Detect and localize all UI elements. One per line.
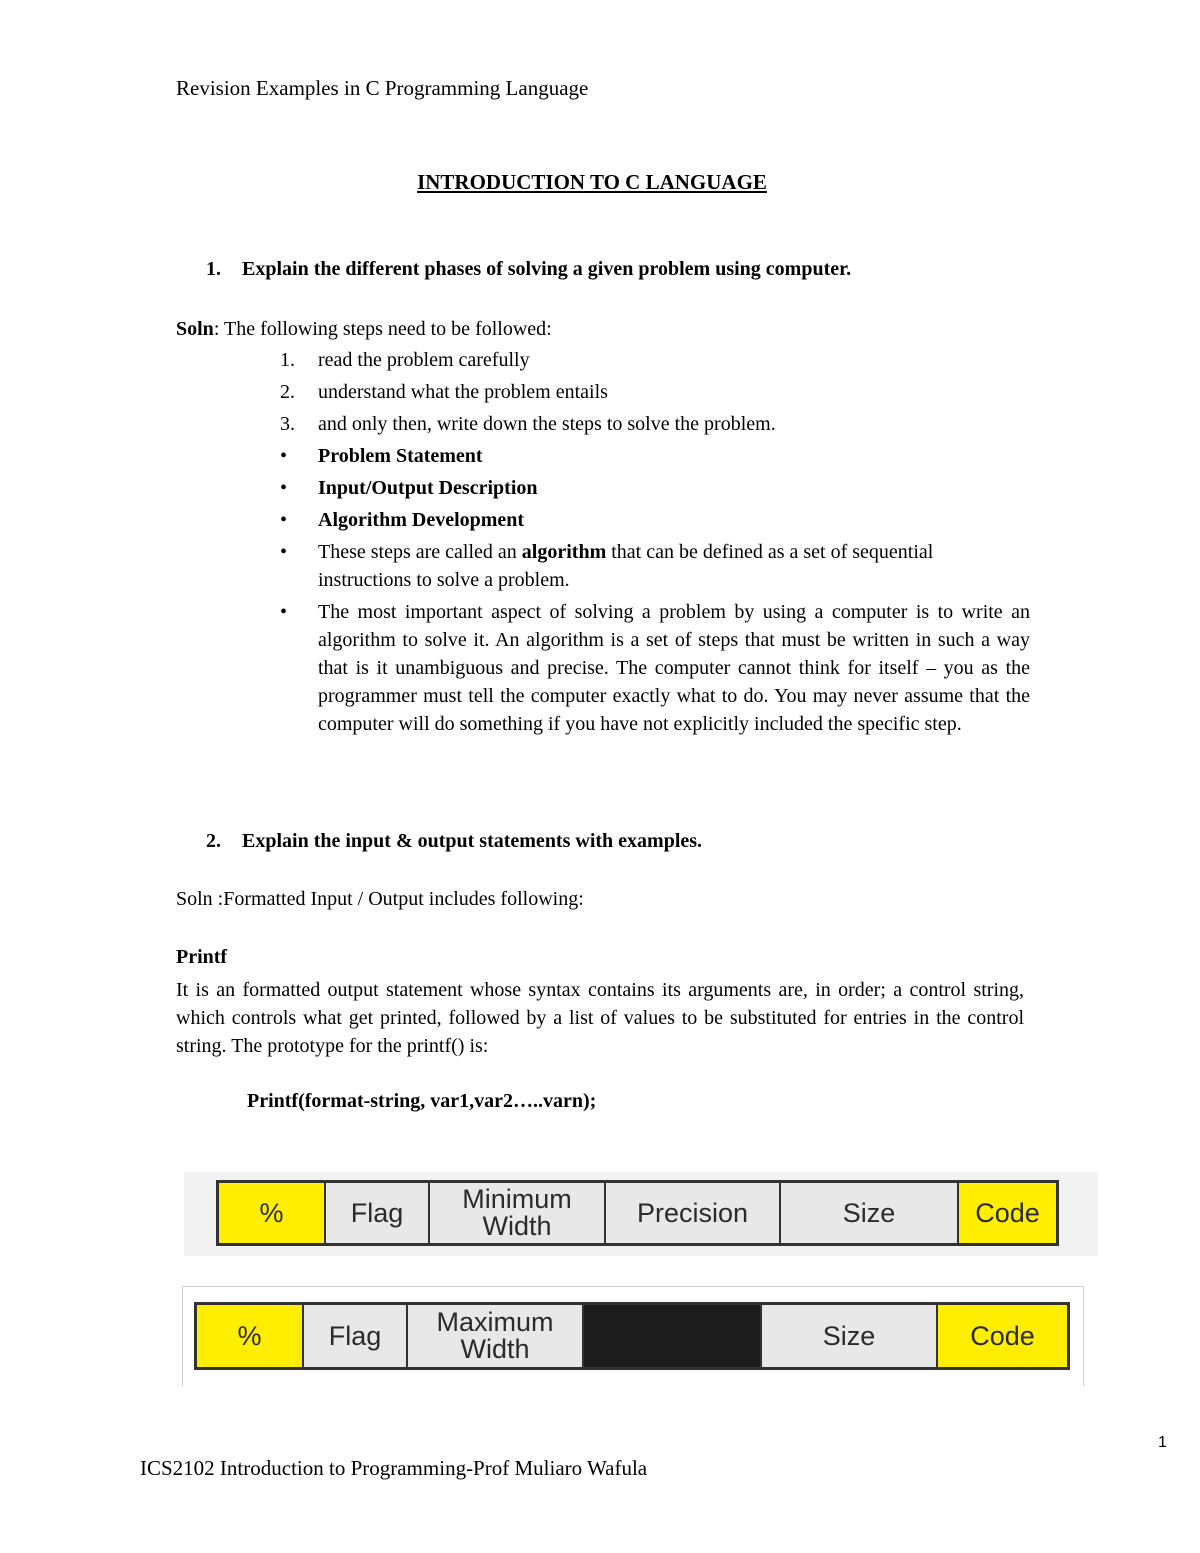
- page-header: Revision Examples in C Programming Language: [176, 76, 589, 100]
- keyword-algorithm: algorithm: [521, 541, 607, 563]
- solution-label: Soln: [176, 318, 214, 340]
- format-spec-1: [216, 1180, 1059, 1246]
- question-1-number: 1.: [206, 258, 221, 280]
- solution-2-intro: Soln :Formatted Input / Output includes following:: [176, 888, 584, 910]
- list-item-text: and only then, write down the steps to solve the problem.: [318, 413, 776, 435]
- page-title: INTRODUCTION TO C LANGUAGE: [417, 170, 767, 194]
- spec-cell-code: Code: [959, 1183, 1056, 1243]
- question-1-text: Explain the different phases of solving a given problem using computer.: [242, 258, 852, 280]
- list-item: [280, 598, 1030, 738]
- spec-cell-size: Size: [762, 1305, 938, 1367]
- solution-1-text: : The following steps need to be followed:: [213, 318, 552, 340]
- format-spec-2: [194, 1302, 1070, 1370]
- spec-cell-percent: %: [197, 1305, 304, 1367]
- bullet-icon: •: [280, 601, 288, 623]
- spec-cell-minimum-width: Minimum Width: [430, 1183, 606, 1243]
- list-item-text: Input/Output Description: [318, 477, 538, 499]
- list-item-text: read the problem carefully: [318, 349, 530, 371]
- printf-description: It is an formatted output statement whose syntax contains its arguments are, in order; a control string, which controls what get printed, followed by a list of values to be substituted for entries in the control string. The prototype for the printf() is:: [176, 979, 1024, 1057]
- spec-cell-percent: %: [219, 1183, 326, 1243]
- solution-1-intro: [176, 318, 552, 341]
- list-item-text: The most important aspect of solving a problem by using a computer is to write an algorithm to solve it. An algorithm is a set of steps that must be written in such a way that is it unambiguous and precise. The computer cannot think for itself – you as the programmer must tell the computer exactly what to do. You may never assume that the computer will do something if you have not explicitly included the specific step.: [318, 601, 1030, 735]
- list-item: [280, 346, 1030, 374]
- list-item-text: Algorithm Development: [318, 509, 525, 531]
- bullet-icon: •: [280, 541, 288, 563]
- text-fragment: These steps are called an: [318, 541, 522, 563]
- question-2-text: Explain the input & output statements with examples.: [242, 830, 703, 852]
- list-item: [280, 378, 1030, 406]
- list-item: [280, 538, 1030, 594]
- bullet-icon: •: [280, 445, 288, 467]
- spec-cell-blocked: [584, 1305, 762, 1367]
- spec-cell-maximum-width: Maximum Width: [408, 1305, 584, 1367]
- list-marker: 3.: [280, 413, 295, 435]
- list-item: [280, 506, 1030, 534]
- list-item: [280, 474, 1030, 502]
- spec-cell-flag: Flag: [326, 1183, 430, 1243]
- list-marker: 1.: [280, 349, 295, 371]
- page-number: 1: [1158, 1434, 1167, 1451]
- bullet-icon: •: [280, 477, 288, 499]
- spec-cell-size: Size: [781, 1183, 959, 1243]
- printf-prototype: Printf(format-string, var1,var2…..varn);: [247, 1090, 597, 1112]
- list-item-text: understand what the problem entails: [318, 381, 608, 403]
- list-marker: 2.: [280, 381, 295, 403]
- spec-cell-code: Code: [938, 1305, 1067, 1367]
- bullet-icon: •: [280, 509, 288, 531]
- list-item-text: Problem Statement: [318, 445, 483, 467]
- question-2-number: 2.: [206, 830, 221, 852]
- spec-cell-flag: Flag: [304, 1305, 408, 1367]
- text-fragment: that can be defined as a set of sequential instructions to solve a problem.: [318, 541, 934, 591]
- question-1: [206, 258, 851, 281]
- list-item: [280, 410, 1030, 438]
- spec-cell-precision: Precision: [606, 1183, 781, 1243]
- page-footer: ICS2102 Introduction to Programming-Prof Muliaro Wafula: [140, 1456, 648, 1480]
- printf-heading: Printf: [176, 946, 228, 968]
- list-item: [280, 442, 1030, 470]
- list-item-text: [318, 541, 933, 591]
- question-2: [206, 830, 702, 853]
- solution-1-list: [280, 346, 1030, 742]
